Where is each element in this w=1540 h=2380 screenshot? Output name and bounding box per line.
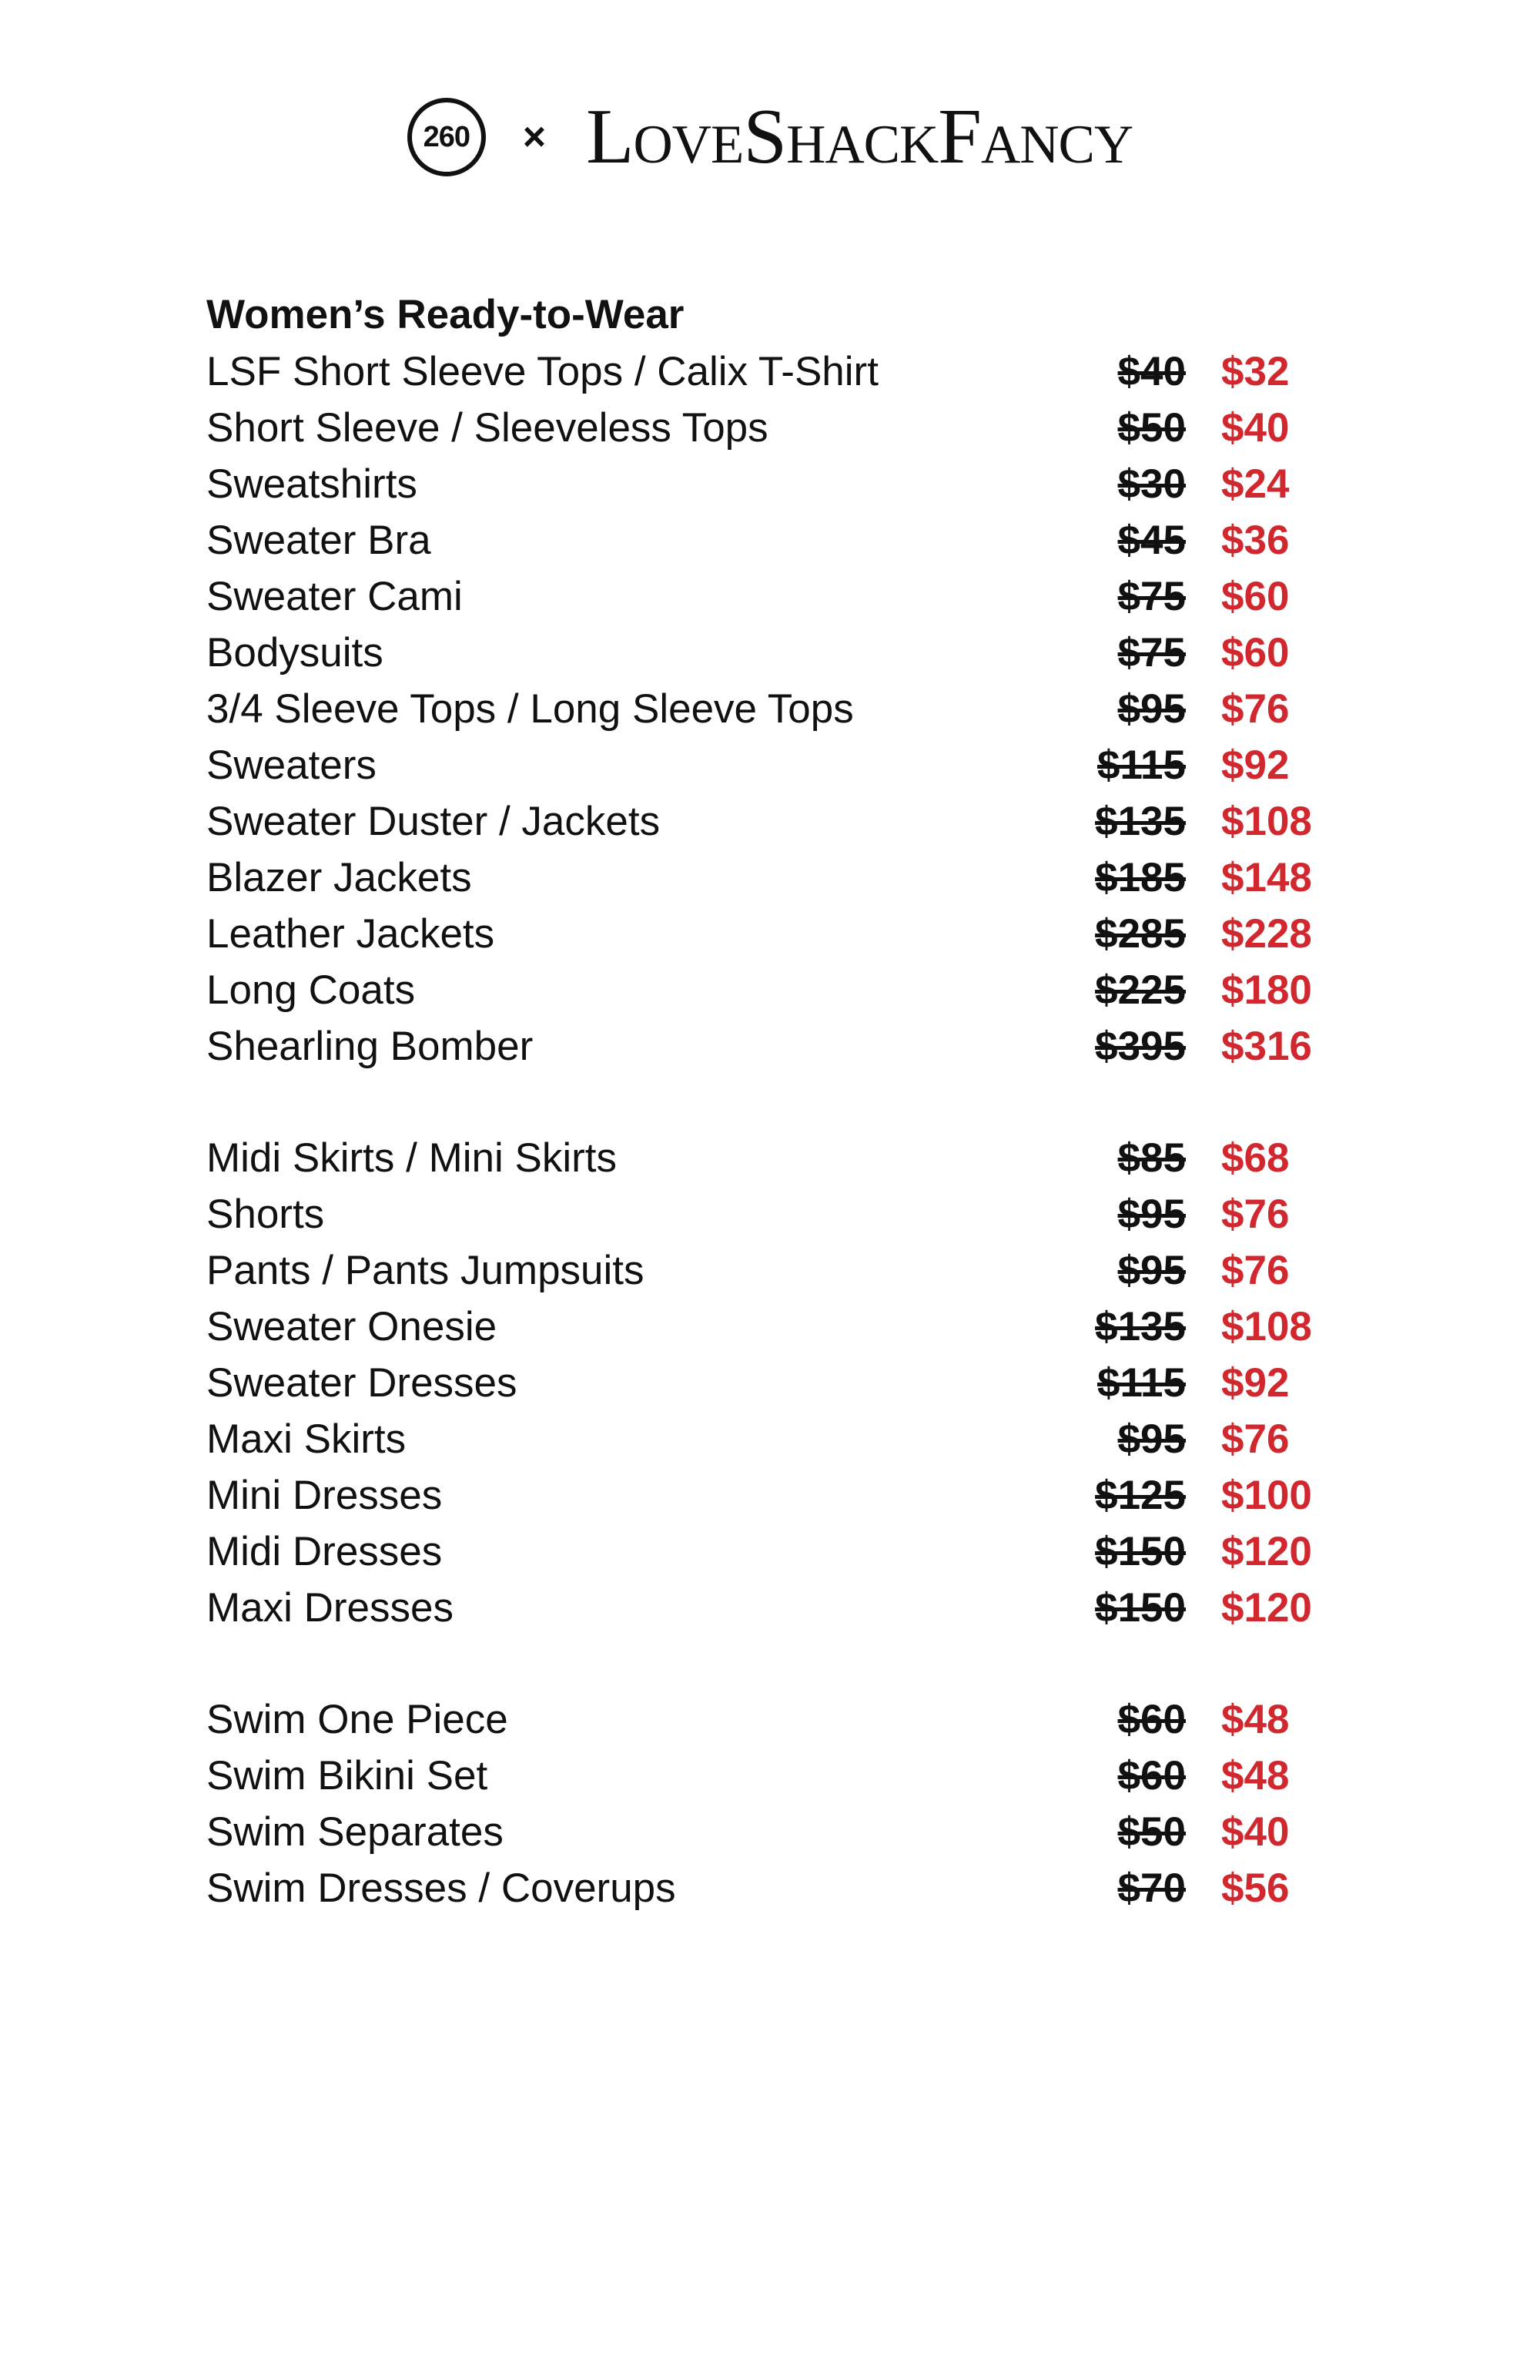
price-row: [206, 456, 1361, 512]
original-price: $95: [1117, 686, 1186, 732]
original-price: $50: [1117, 1809, 1186, 1855]
price-row: [206, 1355, 1361, 1411]
price-group: [206, 1691, 1361, 1916]
price-row: [206, 1299, 1361, 1355]
price-row: [206, 1804, 1361, 1860]
sale-price: $76: [1221, 1192, 1290, 1237]
original-price: $95: [1117, 1192, 1186, 1237]
original-price: $115: [1097, 1360, 1186, 1406]
sale-price: $228: [1221, 911, 1312, 957]
price-row: [206, 850, 1361, 906]
price-row: [206, 1018, 1361, 1074]
original-price: $50: [1117, 405, 1186, 451]
original-price: $75: [1117, 574, 1186, 619]
sale-price: $68: [1221, 1135, 1290, 1181]
sale-price: $40: [1221, 1809, 1290, 1855]
original-price: $150: [1095, 1585, 1186, 1631]
item-name: Sweaters: [206, 742, 377, 788]
sale-price: $92: [1221, 742, 1290, 788]
item-name: Bodysuits: [206, 630, 383, 675]
section-title: Women’s Ready-to-Wear: [206, 292, 685, 337]
sale-price: $76: [1221, 1248, 1290, 1293]
sale-price: $48: [1221, 1697, 1290, 1742]
original-price: $225: [1095, 967, 1186, 1013]
item-name: Sweater Onesie: [206, 1304, 497, 1349]
sale-price: $76: [1221, 686, 1290, 732]
sale-price: $32: [1221, 349, 1290, 394]
price-row: [206, 681, 1361, 737]
original-price: $75: [1117, 630, 1186, 675]
collab-separator: ×: [522, 115, 547, 159]
sale-price: $24: [1221, 461, 1290, 507]
item-name: Swim Separates: [206, 1809, 504, 1855]
price-row: [206, 1524, 1361, 1580]
price-group: [206, 344, 1361, 1074]
price-row: [206, 512, 1361, 568]
item-name: Midi Dresses: [206, 1529, 443, 1574]
original-price: $30: [1117, 461, 1186, 507]
price-row: [206, 737, 1361, 793]
original-price: $70: [1117, 1865, 1186, 1911]
sale-price: $60: [1221, 630, 1290, 675]
sale-price: $108: [1221, 1304, 1312, 1349]
price-row: [206, 1411, 1361, 1467]
original-price: $185: [1095, 855, 1186, 900]
sale-price: $180: [1221, 967, 1312, 1013]
price-row: [206, 1860, 1361, 1916]
price-row: [206, 1748, 1361, 1804]
item-name: Sweatshirts: [206, 461, 417, 507]
price-row: [206, 1467, 1361, 1524]
sale-price: $120: [1221, 1585, 1312, 1631]
sale-price: $148: [1221, 855, 1312, 900]
sale-price: $100: [1221, 1473, 1312, 1518]
original-price: $95: [1117, 1248, 1186, 1293]
original-price: $95: [1117, 1416, 1186, 1462]
item-name: Sweater Bra: [206, 518, 431, 563]
sale-price: $56: [1221, 1865, 1290, 1911]
price-row: [206, 568, 1361, 625]
price-groups: [206, 344, 1361, 1916]
sale-price: $48: [1221, 1753, 1290, 1798]
price-row: [206, 1580, 1361, 1636]
item-name: 3/4 Sleeve Tops / Long Sleeve Tops: [206, 686, 854, 732]
item-name: Shearling Bomber: [206, 1024, 534, 1069]
item-name: Maxi Dresses: [206, 1585, 454, 1631]
item-name: Swim Dresses / Coverups: [206, 1865, 676, 1911]
price-row: [206, 906, 1361, 962]
sale-price: $76: [1221, 1416, 1290, 1462]
item-name: Maxi Skirts: [206, 1416, 407, 1462]
price-row: [206, 793, 1361, 850]
original-price: $115: [1097, 742, 1186, 788]
price-row: [206, 1691, 1361, 1748]
price-group: [206, 1130, 1361, 1636]
original-price: $285: [1095, 911, 1186, 957]
item-name: Pants / Pants Jumpsuits: [206, 1248, 644, 1293]
group-spacer: [206, 1636, 1361, 1691]
original-price: $135: [1095, 1304, 1186, 1349]
sale-price: $316: [1221, 1024, 1312, 1069]
original-price: $150: [1095, 1529, 1186, 1574]
sale-price: $92: [1221, 1360, 1290, 1406]
price-row: [206, 344, 1361, 400]
price-row: [206, 962, 1361, 1018]
item-name: Swim One Piece: [206, 1697, 508, 1742]
item-name: Swim Bikini Set: [206, 1753, 488, 1798]
brand-logo: LoveShackFancy: [586, 93, 1133, 180]
original-price: $395: [1095, 1024, 1186, 1069]
original-price: $45: [1117, 518, 1186, 563]
price-row: [206, 625, 1361, 681]
price-row: [206, 1130, 1361, 1186]
item-name: Mini Dresses: [206, 1473, 443, 1518]
sale-price: $108: [1221, 799, 1312, 844]
group-spacer: [206, 1074, 1361, 1130]
item-name: Sweater Dresses: [206, 1360, 517, 1406]
price-list: [206, 287, 1361, 1916]
item-name: Shorts: [206, 1192, 325, 1237]
price-row: [206, 1242, 1361, 1299]
item-name: Leather Jackets: [206, 911, 495, 957]
original-price: $85: [1117, 1135, 1186, 1181]
sale-price: $36: [1221, 518, 1290, 563]
item-name: LSF Short Sleeve Tops / Calix T-Shirt: [206, 349, 879, 394]
item-name: Sweater Cami: [206, 574, 463, 619]
original-price: $60: [1117, 1753, 1186, 1798]
original-price: $60: [1117, 1697, 1186, 1742]
header: [0, 91, 1540, 183]
original-price: $40: [1117, 349, 1186, 394]
item-name: Long Coats: [206, 967, 416, 1013]
sale-price: $40: [1221, 405, 1290, 451]
price-row: [206, 400, 1361, 456]
price-row: [206, 1186, 1361, 1242]
item-name: Midi Skirts / Mini Skirts: [206, 1135, 617, 1181]
sale-price: $60: [1221, 574, 1290, 619]
sale-price: $120: [1221, 1529, 1312, 1574]
item-name: Sweater Duster / Jackets: [206, 799, 661, 844]
original-price: $135: [1095, 799, 1186, 844]
original-price: $125: [1095, 1473, 1186, 1518]
item-name: Blazer Jackets: [206, 855, 472, 900]
260-logo: 260: [407, 98, 486, 176]
item-name: Short Sleeve / Sleeveless Tops: [206, 405, 768, 451]
